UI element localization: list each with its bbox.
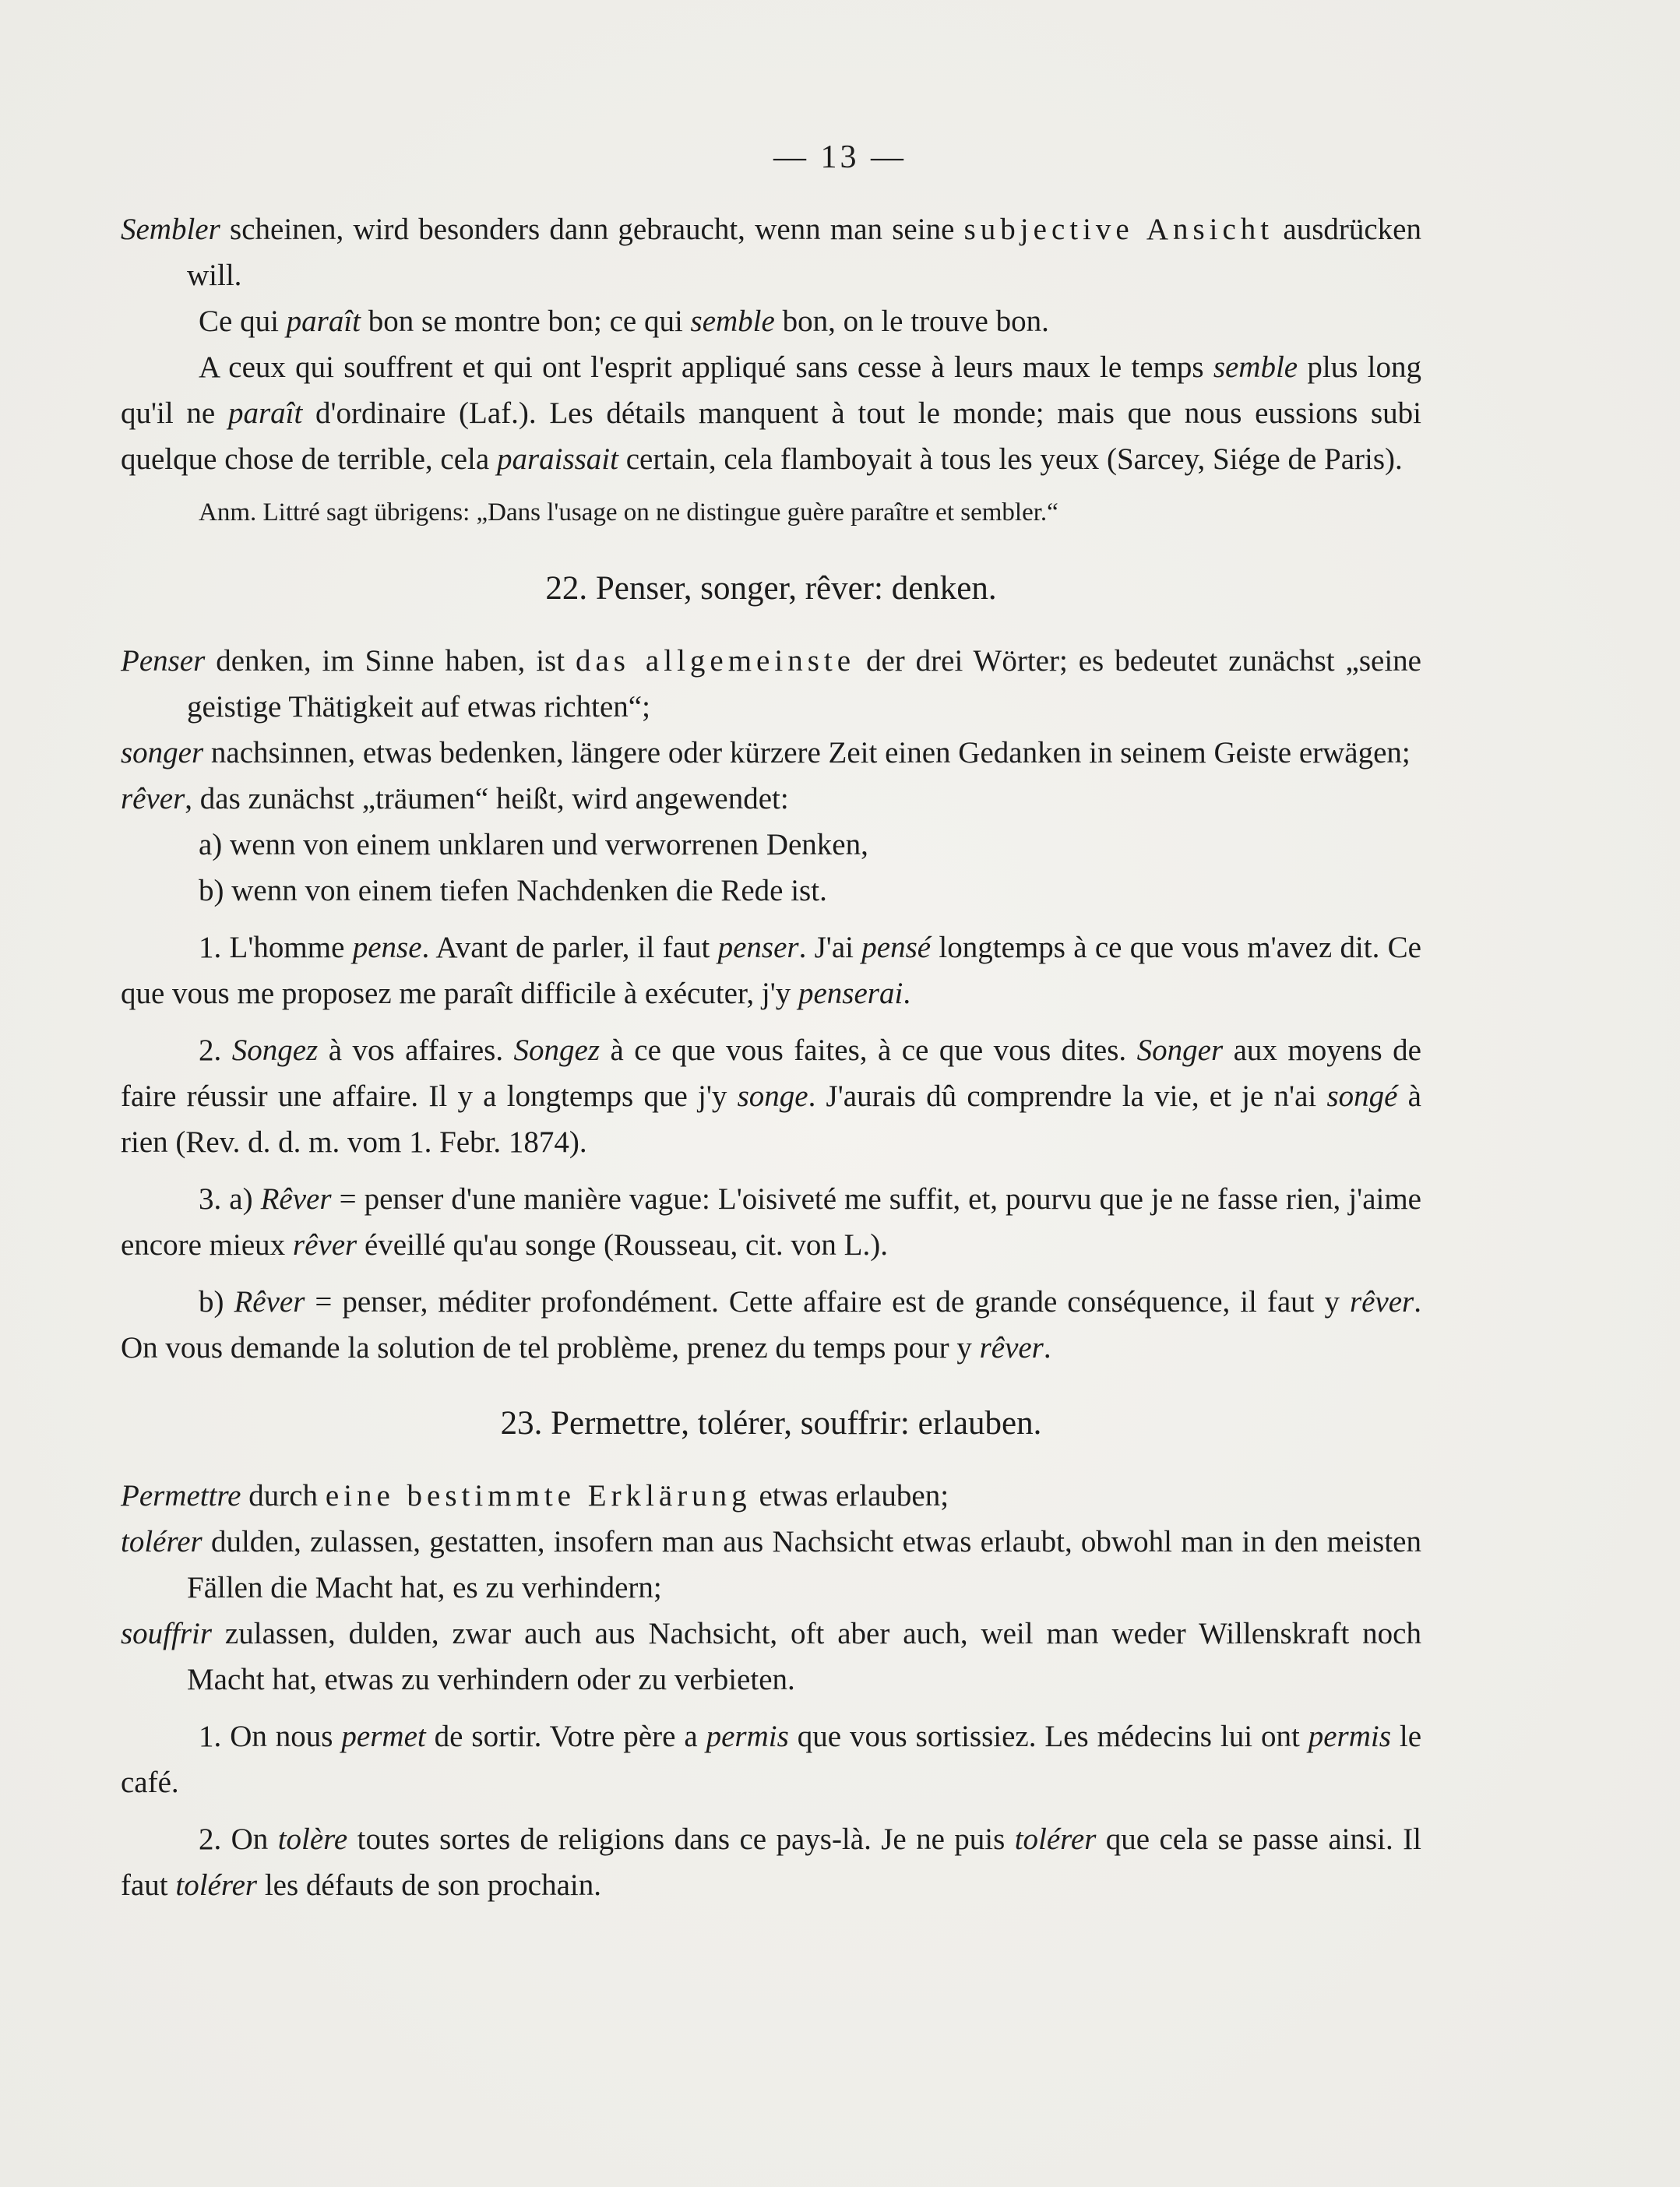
text-run: que vous sortissiez. Les médecins lui ont: [788, 1720, 1308, 1753]
text-run: bon se montre bon; ce qui: [361, 305, 691, 338]
italic-term: rêver: [121, 782, 185, 815]
italic-term: Songez: [231, 1034, 319, 1067]
italic-term: Songez: [513, 1034, 601, 1067]
text-run: nachsinnen, etwas bedenken, längere oder kürzere Zeit einen Gedanken in seinem Geiste erwägen;: [203, 736, 1411, 770]
italic-term: tolère: [277, 1822, 348, 1856]
text-run: 2. On: [199, 1822, 278, 1856]
text-run: .: [903, 977, 911, 1010]
italic-term: songe: [737, 1079, 808, 1113]
italic-term: tolérer: [175, 1868, 258, 1902]
example-paragraph: [121, 1816, 1421, 1908]
italic-term: tolérer: [121, 1525, 203, 1558]
text-run: denken, im Sinne haben, ist: [205, 644, 576, 678]
text-run: aux moyens de faire réussir une affaire. Il y a longtemps que j'y: [121, 1034, 1421, 1113]
spaced-emphasis: das allgemeinste: [576, 644, 856, 678]
italic-term: songer: [121, 736, 204, 770]
example-paragraph: [121, 924, 1421, 1016]
text-run: . J'aurais dû comprendre la vie, et je n'ai: [808, 1079, 1327, 1113]
list-item: [121, 822, 1421, 868]
text-run: durch: [241, 1479, 326, 1513]
text-run: 1. On nous: [199, 1720, 342, 1753]
definition-paragraph: [121, 1519, 1421, 1611]
text-run: dulden, zulassen, gestatten, insofern man aus Nachsicht etwas erlaubt, obwohl man in den meisten Fällen die Macht hat, es zu verhindern;: [187, 1525, 1421, 1604]
text-run: les défauts de son prochain.: [257, 1868, 601, 1902]
text-run: = penser, méditer profondément. Cette affaire est de grande conséquence, il faut y: [305, 1285, 1350, 1319]
italic-term: songé: [1326, 1079, 1398, 1113]
text-run: bon, on le trouve bon.: [774, 305, 1049, 338]
definition-paragraph: [121, 638, 1421, 730]
italic-term: paraît: [286, 305, 361, 338]
text-run: b) wenn von einem tiefen Nachdenken die Rede ist.: [199, 874, 827, 907]
text-run: longtemps à ce que vous m'avez dit. Ce que vous me proposez me paraît difficile à exécuter, j'y: [121, 931, 1421, 1010]
definition-paragraph: [121, 1473, 1421, 1519]
italic-term: souffrir: [121, 1617, 213, 1650]
spaced-emphasis: eine bestimmte Erklärung: [325, 1479, 752, 1513]
text-run: scheinen, wird besonders dann gebraucht, wenn man seine: [220, 213, 964, 246]
text-run: . J'ai: [798, 931, 862, 964]
text-run: 1. L'homme: [199, 931, 353, 964]
text-run: b): [199, 1285, 234, 1319]
italic-term: penser: [717, 931, 799, 964]
text-run: d'ordinaire (Laf.). Les détails manquent à tout le monde; mais que nous eussions subi quelque chose de terrible, cela: [121, 396, 1421, 476]
text-run: .: [1043, 1331, 1051, 1365]
text-run: toutes sortes de religions dans ce pays-là. Je ne puis: [347, 1822, 1015, 1856]
italic-term: tolérer: [1014, 1822, 1097, 1856]
text-run: 2.: [199, 1034, 232, 1067]
italic-term: penserai: [798, 977, 903, 1010]
text-run: ausdrücken will.: [187, 213, 1421, 292]
italic-term: Sembler: [121, 213, 220, 246]
text-run: = penser d'une manière vague: L'oisiveté me suffit, et, pourvu que je ne fasse rien, j'aime encore mieux: [121, 1182, 1421, 1262]
example-paragraph: [121, 1713, 1421, 1805]
text-run: de sortir. Votre père a: [425, 1720, 706, 1753]
italic-term: permet: [341, 1720, 426, 1753]
example-paragraph: [121, 1176, 1421, 1268]
italic-term: permis: [1308, 1720, 1391, 1753]
italic-term: paraissait: [496, 442, 618, 476]
text-run: Ce qui: [199, 305, 287, 338]
text-run: zulassen, dulden, zwar auch aus Nachsicht, oft aber auch, weil man weder Willenskraft noch Macht hat, etwas zu verhindern oder zu verbieten.: [187, 1617, 1421, 1696]
text-run: que cela se passe ainsi. Il faut: [121, 1822, 1421, 1902]
text-run: . Avant de parler, il faut: [421, 931, 718, 964]
text-run: a) wenn von einem unklaren und verworrenen Denken,: [199, 828, 868, 861]
italic-term: Permettre: [121, 1479, 241, 1513]
example-paragraph: [121, 344, 1421, 482]
italic-term: Rêver: [260, 1182, 332, 1216]
italic-term: Rêver: [234, 1285, 305, 1319]
text-run: à rien (Rev. d. d. m. vom 1. Febr. 1874).: [121, 1079, 1421, 1159]
text-run: der drei Wörter; es bedeutet zunächst „seine geistige Thätigkeit auf etwas richten“;: [187, 644, 1421, 724]
definition-paragraph: [121, 206, 1421, 298]
note-paragraph: [121, 490, 1421, 536]
example-paragraph: [121, 298, 1421, 344]
text-run: à vos affaires.: [318, 1034, 514, 1067]
definition-paragraph: [121, 776, 1421, 822]
italic-term: pense: [352, 931, 422, 964]
page-number: — 13 —: [773, 139, 907, 175]
italic-term: rêver: [292, 1228, 357, 1262]
page-body: [121, 206, 1421, 1908]
italic-term: paraît: [227, 396, 303, 430]
text-run: etwas erlauben;: [751, 1479, 949, 1513]
text-run: certain, cela flamboyait à tous les yeux (Sarcey, Siége de Paris).: [618, 442, 1403, 476]
text-run: A ceux qui souffrent et qui ont l'esprit appliqué sans cesse à leurs maux le temps: [199, 350, 1213, 384]
italic-term: Songer: [1136, 1034, 1224, 1067]
text-run: Anm. Littré sagt übrigens: „Dans l'usage on ne distingue guère paraître et sembler.“: [199, 498, 1058, 526]
section-heading: [121, 565, 1421, 611]
text-run: à ce que vous faites, à ce que vous dites.: [600, 1034, 1137, 1067]
definition-paragraph: [121, 730, 1421, 776]
text-run: 23. Permettre, tolérer, souffrir: erlauben.: [500, 1405, 1042, 1442]
example-paragraph: [121, 1279, 1421, 1371]
italic-term: rêver: [979, 1331, 1044, 1365]
italic-term: semble: [690, 305, 775, 338]
text-run: , das zunächst „träumen“ heißt, wird angewendet:: [185, 782, 789, 815]
italic-term: permis: [706, 1720, 789, 1753]
text-run: éveillé qu'au songe (Rousseau, cit. von L.).: [357, 1228, 888, 1262]
text-run: . On vous demande la solution de tel problème, prenez du temps pour y: [121, 1285, 1421, 1365]
spaced-emphasis: subjective Ansicht: [963, 213, 1274, 246]
text-run: le café.: [121, 1720, 1422, 1799]
definition-paragraph: [121, 1611, 1421, 1703]
example-paragraph: [121, 1027, 1421, 1165]
italic-term: pensé: [861, 931, 932, 964]
italic-term: semble: [1213, 350, 1298, 384]
text-run: plus long qu'il ne: [121, 350, 1421, 430]
italic-term: rêver: [1349, 1285, 1414, 1319]
text-run: 3. a): [199, 1182, 261, 1216]
text-run: 22. Penser, songer, rêver: denken.: [545, 570, 997, 607]
list-item: [121, 868, 1421, 914]
section-heading: [121, 1400, 1421, 1446]
italic-term: Penser: [121, 644, 206, 678]
